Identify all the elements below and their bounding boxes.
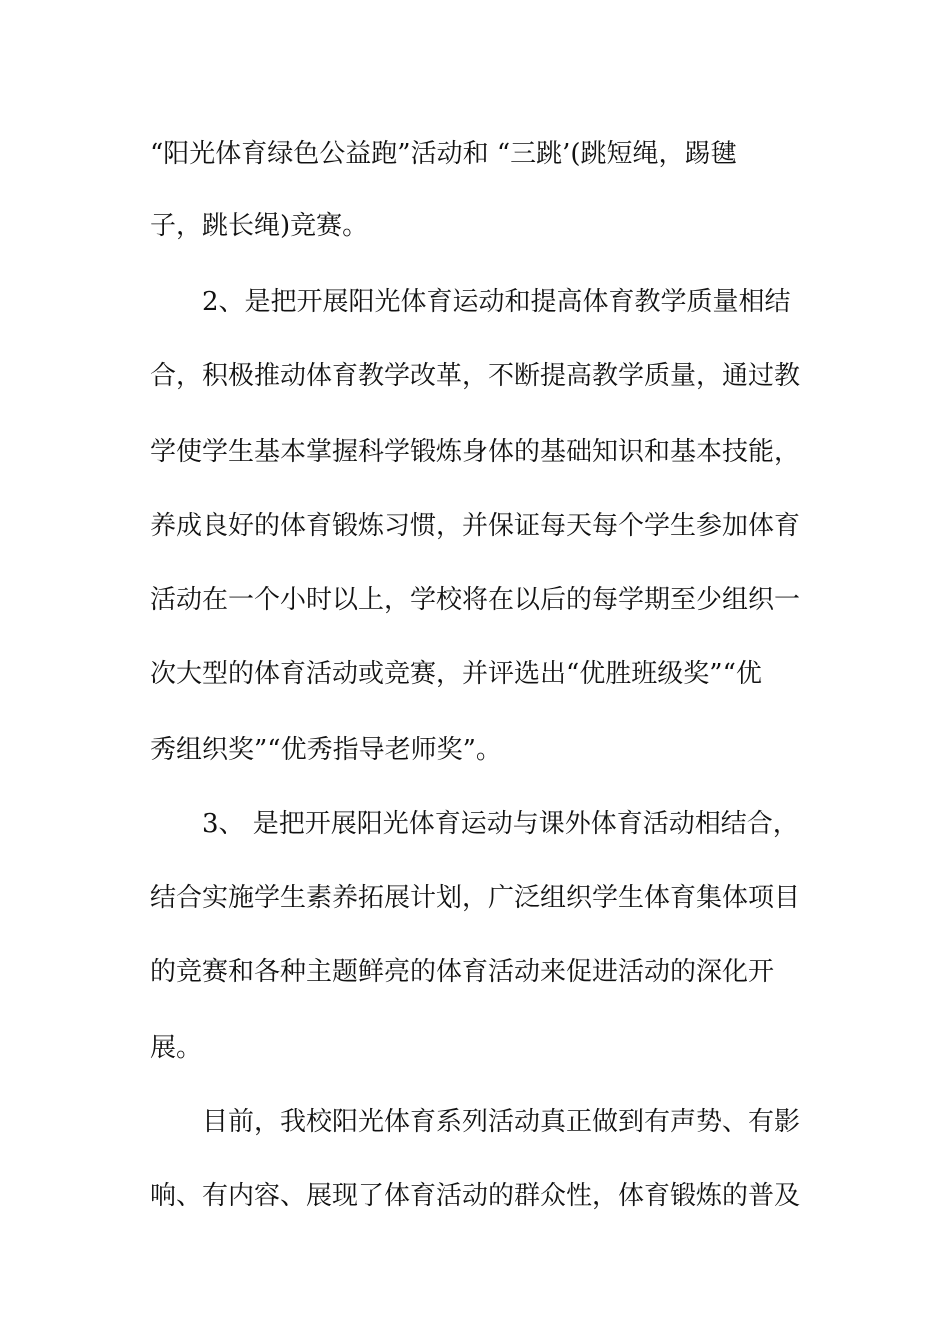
text-line: 次大型的体育活动或竞赛，并评选出“优胜班级奖”“优 xyxy=(150,659,762,689)
text-line: 学使学生基本掌握科学锻炼身体的基础知识和基本技能， xyxy=(150,437,800,467)
text-line: 2、是把开展阳光体育运动和提高体育教学质量相结 xyxy=(202,287,791,317)
text-line: 结合实施学生素养拓展计划，广泛组织学生体育集体项目 xyxy=(150,883,800,913)
text-line: 养成良好的体育锻炼习惯，并保证每天每个学生参加体育 xyxy=(150,511,800,541)
text-line: 目前，我校阳光体育系列活动真正做到有声势、有影 xyxy=(202,1107,800,1137)
text-line: 子，跳长绳)竞赛。 xyxy=(150,211,369,241)
text-line: 合，积极推动体育教学改革，不断提高教学质量，通过教 xyxy=(150,361,800,391)
text-line: 的竞赛和各种主题鲜亮的体育活动来促进活动的深化开 xyxy=(150,957,775,987)
text-line: 3、 是把开展阳光体育运动与课外体育活动相结合， xyxy=(202,809,799,839)
text-line: “阳光体育绿色公益跑”活动和 “三跳’(跳短绳，踢毽 xyxy=(150,139,737,169)
text-line: 响、有内容、展现了体育活动的群众性，体育锻炼的普及 xyxy=(150,1181,800,1211)
text-line: 展。 xyxy=(150,1033,203,1063)
text-line: 活动在一个小时以上，学校将在以后的每学期至少组织一 xyxy=(150,585,800,615)
text-line: 秀组织奖”“优秀指导老师奖”。 xyxy=(150,735,502,765)
